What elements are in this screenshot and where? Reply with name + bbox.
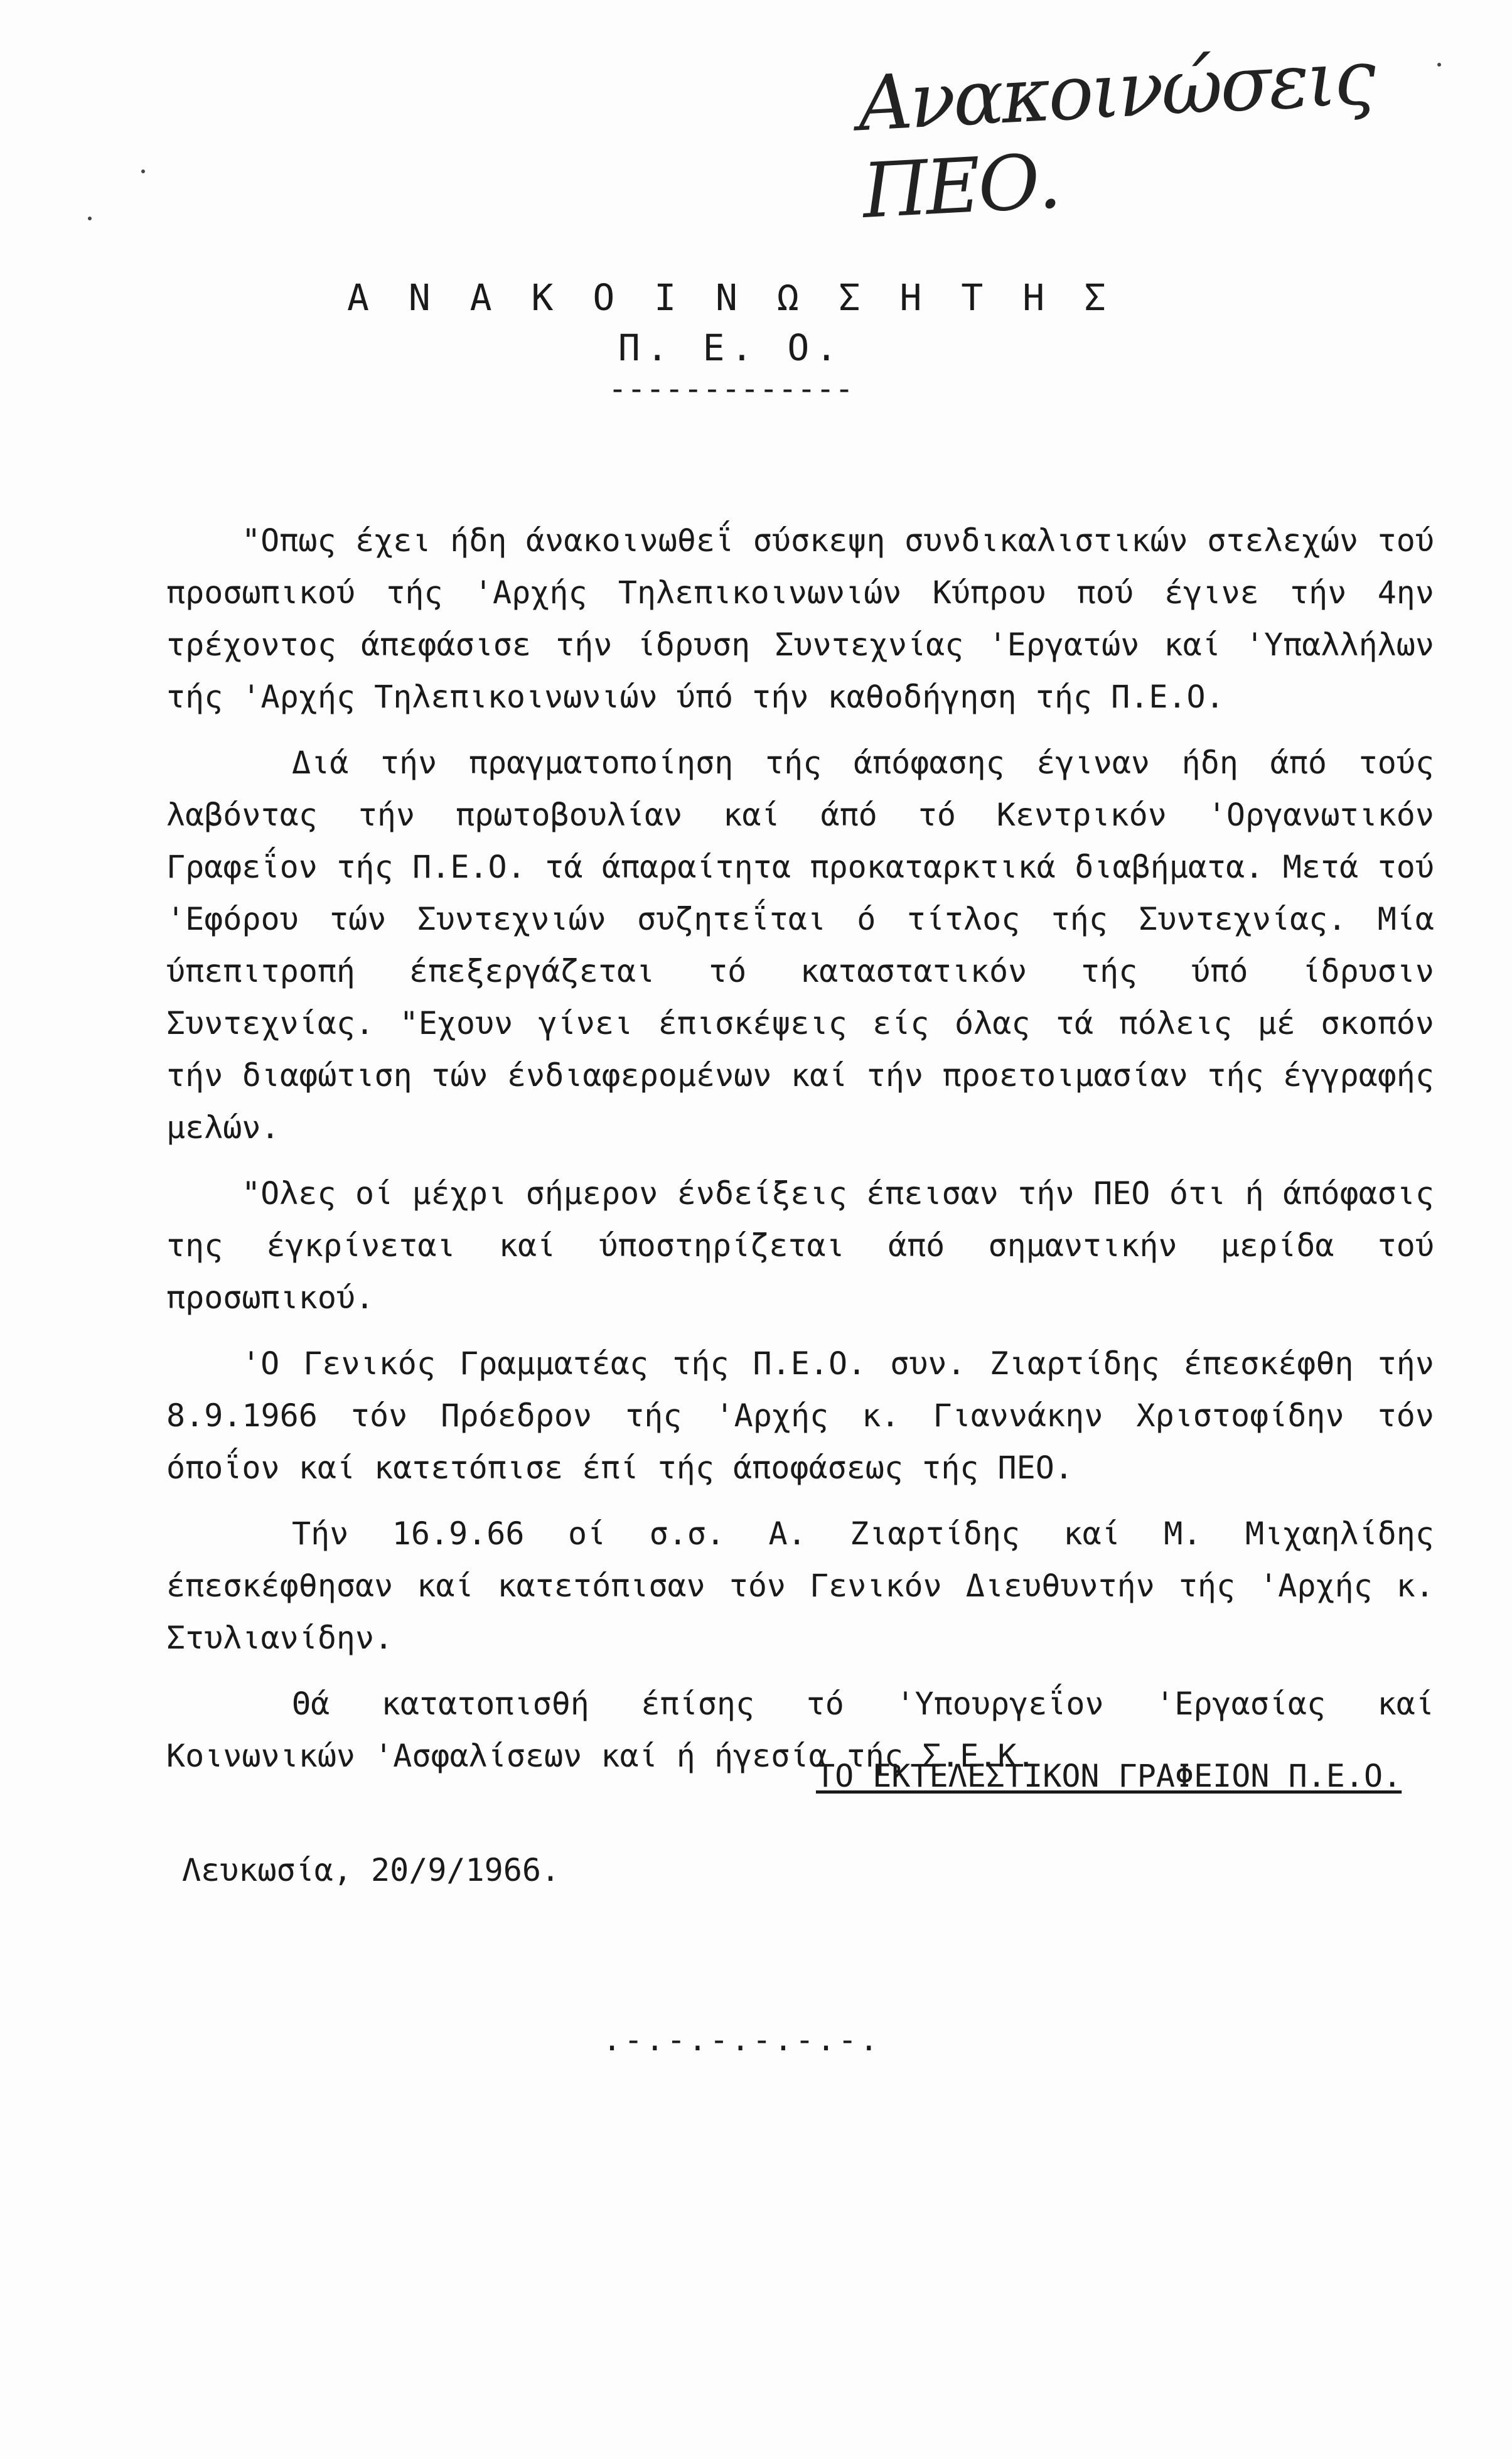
signature-block: ΤΟ ΕΚΤΕΛΕΣΤΙΚΟΝ ΓΡΑΦΕΙΟΝ Π.Ε.Ο. bbox=[816, 1758, 1402, 1794]
paragraph-1: "Οπως έχει ήδη άνακοινωθεΐ σύσκεψη συνδικαλιστικών στελεχών τού προσωπικού τής 'Αρχής Τηλεπικοινωνιών Κύπρου πού έγινε τήν 4ην τρέχοντος άπεφάσισε τήν ίδρυση Συντεχνίας 'Εργατών καί 'Υπαλλήλων τής 'Αρχής Τηλεπικοινωνιών ύπό τήν καθοδήγηση τής Π.Ε.Ο. bbox=[166, 522, 1434, 715]
scan-speck bbox=[1437, 63, 1441, 67]
place-and-date: Λευκωσία, 20/9/1966. bbox=[182, 1852, 560, 1888]
title-underline-rule: ------------- bbox=[608, 370, 854, 407]
document-subtitle: Π. Ε. Ο. bbox=[618, 326, 844, 369]
paragraph-4: 'Ο Γενικός Γραμματέας τής Π.Ε.Ο. συν. Ζιαρτίδης έπεσκέφθη τήν 8.9.1966 τόν Πρόεδρον τής 'Αρχής κ. Γιαννάκην Χριστοφίδην τόν όποΐον καί κατετόπισε έπί τής άποφάσεως τής ΠΕΟ. bbox=[166, 1345, 1434, 1486]
scan-speck bbox=[88, 217, 92, 220]
paragraph-3: "Ολες οί μέχρι σήμερον ένδείξεις έπεισαν τήν ΠΕΟ ότι ή άπόφασις της έγκρίνεται καί ύποστηρίζεται άπό σημαντικήν μερίδα τού προσωπικού. bbox=[166, 1175, 1434, 1316]
document-body bbox=[166, 515, 1434, 1796]
handwritten-annotation: Ανακοινώσεις ΠΕΟ. bbox=[855, 34, 1376, 235]
paragraph-5: Τήν 16.9.66 οί σ.σ. Α. Ζιαρτίδης καί Μ. Μιχαηλίδης έπεσκέφθησαν καί κατετόπισαν τόν Γενικόν Διευθυντήν τής 'Αρχής κ. Στυλιανίδην. bbox=[166, 1515, 1434, 1656]
paragraph-6: Θά κατατοπισθή έπίσης τό 'Υπουργεΐον 'Εργασίας καί Κοινωνικών 'Ασφαλίσεων καί ή ήγεσία τής Σ.Ε.Κ. bbox=[166, 1686, 1434, 1774]
scan-speck bbox=[141, 169, 145, 173]
document-title: Α Ν Α Κ Ο Ι Ν Ω Σ Η Τ Η Σ bbox=[347, 276, 1115, 319]
end-of-document-mark: .-.-.-.-.-.-. bbox=[603, 2021, 881, 2058]
paragraph-2: Διά τήν πραγματοποίηση τής άπόφασης έγιναν ήδη άπό τούς λαβόντας τήν πρωτοβουλίαν καί άπό τό Κεντρικόν 'Οργανωτικόν Γραφεΐον τής Π.Ε.Ο. τά άπαραίτητα προκαταρκτικά διαβήματα. Μετά τού 'Εφόρου τών Συντεχνιών συζητεΐται ό τίτλος τής Συντεχνίας. Μία ύπεπιτροπή έπεξεργάζεται τό καταστατικόν τής ύπό ίδρυσιν Συντεχνίας. "Εχουν γίνει έπισκέψεις είς όλας τά πόλεις μέ σκοπόν τήν διαφώτιση τών ένδιαφερομένων καί τήν προετοιμασίαν τής έγγραφής μελών. bbox=[166, 745, 1434, 1146]
